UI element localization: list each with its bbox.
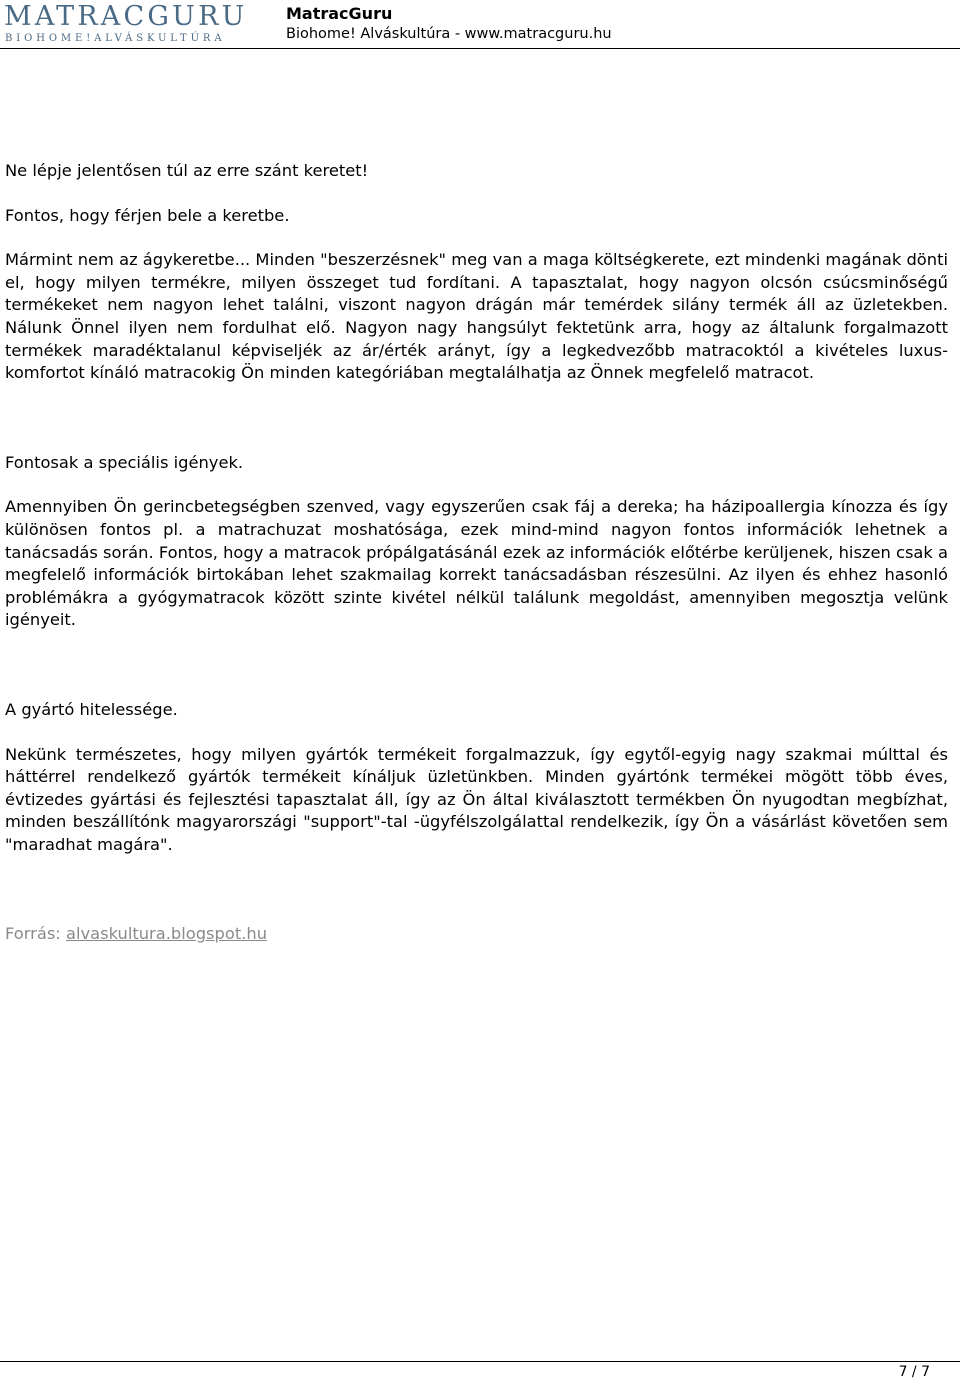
matracguru-logo[interactable] <box>4 2 266 46</box>
source-line <box>5 923 948 946</box>
section-spacer <box>5 654 948 699</box>
page-header <box>0 0 960 50</box>
article-body <box>5 160 948 968</box>
site-name: MatracGuru <box>286 4 393 23</box>
logo-tagline: BIOHOME!ALVÁSKULTÚRA <box>5 33 226 44</box>
logo-wordmark: MATRACGURU <box>4 1 248 32</box>
paragraph-manufacturer: Nekünk természetes, hogy milyen gyártók termékeit forgalmazzuk, így egytől-egyig nagy szakmai múlttal és háttérrel rendelkező gyártók termékeit kínáljuk üzletünkben. Minden gyártónk termékei mögött több éves, évtizedes gyártási és fejlesztési tapasztalat áll, így az Ön által kiválasztott termékben Ön nyugodtan megbízhat, minden beszállítónk magyarországi "support"-tal -ügyfélszolgálattal rendelkezik, így Ön a vásárlást követően sem "maradhat magára". <box>5 744 948 854</box>
header-divider <box>0 48 960 49</box>
page-number: 7 / 7 <box>898 1364 930 1380</box>
paragraph-budget-detail: Mármint nem az ágykeretbe... Minden "beszerzésnek" meg van a maga költségkerete, ezt mindenki magának dönti el, hogy milyen termékre, milyen összeget tud fordítani. A tapasztalat, hogy nagyon olcsón csúcsminőségű termékeket nem nagyon lehet találni, viszont nagyon drágán már temérdek silány termék áll az üzletekben. Nálunk Önnel ilyen nem fordulhat elő. Nagyon nagy hangsúlyt fektetünk arra, hogy az általunk forgalmazott termékek maradéktalanul képviseljék az ár/érték arányt, így a legkedvezőbb matracoktól a kivételes luxus-komfortot kínáló matracokig Ön minden kategóriában megtalálhatja az Önnek megfelelő matracot. <box>5 250 948 383</box>
section-spacer <box>5 878 948 923</box>
footer-divider <box>0 1361 960 1362</box>
source-link[interactable]: alvaskultura.blogspot.hu <box>65 924 268 944</box>
site-subtitle: Biohome! Alváskultúra - www.matracguru.hu <box>286 26 612 42</box>
source-label: Forrás: <box>5 924 61 944</box>
section-spacer <box>5 407 948 452</box>
paragraph-special-needs: Amennyiben Ön gerincbetegségben szenved, vagy egyszerűen csak fáj a dereka; ha házipoallergia kínozza és így különösen fontos pl. a matrachuzat moshatósága, ezek mind-mind nagyon fontos információk lehetnek a tanácsadás során. Fontos, hogy a matracok própálgatásánál ezek az információk előtérbe kerüljenek, hiszen csak a megfelelő információk birtokában lehet szakmailag korrekt tanácsadásban részesülni. Az ilyen és ehhez hasonló problémákra a gyógymatracok között szinte kivétel nélkül találunk megoldást, amennyiben megosztja velünk igényeit. <box>5 497 948 630</box>
heading-special-needs: Fontosak a speciális igények. <box>5 452 244 472</box>
paragraph-budget-warning: Ne lépje jelentősen túl az erre szánt keretet! <box>5 161 369 180</box>
heading-manufacturer: A gyártó hitelessége. <box>5 699 178 719</box>
paragraph-frame: Fontos, hogy férjen bele a keretbe. <box>5 205 290 225</box>
